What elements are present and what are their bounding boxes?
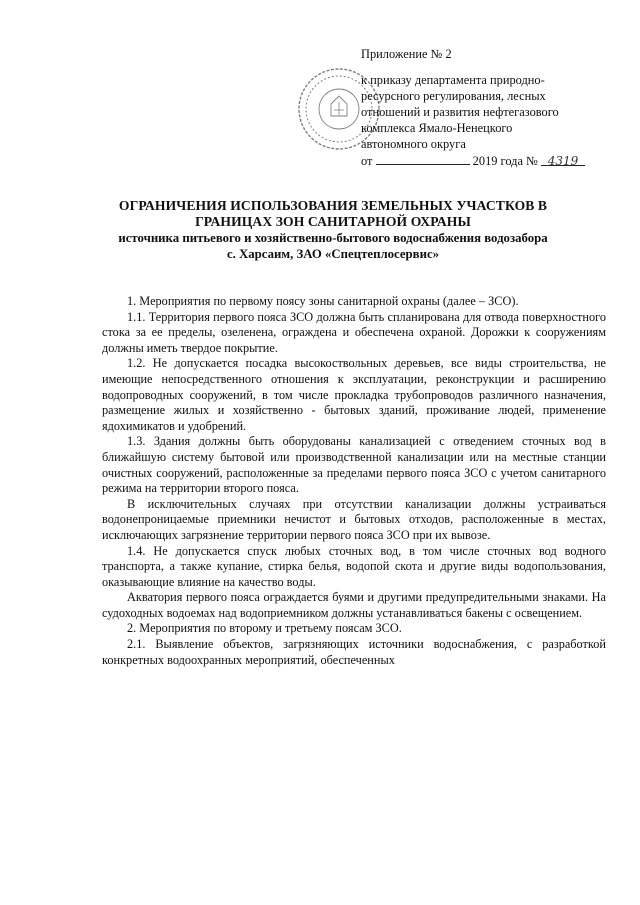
paragraph-water-area: Акватория первого пояса ограждается буями и другими предупредительными знаками. На судоходных водоемах над водоприемником должны устанавливаться бакены с освещением. <box>102 590 606 620</box>
paragraph-exceptional-cases: В исключительных случаях при отсутствии канализации должны устраиваться водонепроницаемые приемники нечистот и бытовых отходов, расположенные в местах, исключающих загрязнение территории первого пояса ЗСО при их вывозе. <box>102 496 606 542</box>
paragraph-1-3: 1.3. Здания должны быть оборудованы канализацией с отведением сточных вод в ближайшую систему бытовой или производственной канализации или на местные станции очистных сооружений, расположенные за пределами первого пояса ЗСО с учетом санитарного режима на территории второго пояса. <box>102 434 606 496</box>
paragraph-1-2: 1.2. Не допускается посадка высокоствольных деревьев, все виды строительства, не имеющие непосредственного отношения к эксплуатации, реконструкции и расширению водопроводных сооружений, в том числе прокладка трубопроводов различного назначения, размещение жилых и хозяйственно - бытовых зданий, проживание людей, применение ядохимикатов и удобрений. <box>102 356 606 433</box>
paragraph-1-1: 1.1. Территория первого пояса ЗСО должна быть спланирована для отвода поверхностного стока за ее пределы, озеленена, ограждена и обеспечена охраной. Дорожки к сооружениям должны иметь твердое покрытие. <box>102 309 606 355</box>
subtitle-line-2: с. Харсаим, ЗАО «Спецтеплосервис» <box>226 247 440 261</box>
date-year: 2019 года № <box>472 154 538 168</box>
appendix-line: к приказу департамента природно- <box>361 73 545 87</box>
appendix-line: автономного округа <box>361 137 466 151</box>
paragraph-section-2: 2. Мероприятия по второму и третьему поясам ЗСО. <box>127 621 402 636</box>
handwritten-order-number: 4319 <box>547 154 579 168</box>
appendix-number: Приложение № 2 <box>361 47 452 61</box>
paragraph-section-1: 1. Мероприятия по первому поясу зоны санитарной охраны (далее – ЗСО). <box>127 294 519 308</box>
order-number-field <box>541 153 585 166</box>
appendix-line: отношений и развития нефтегазового <box>361 105 559 119</box>
paragraph-1-4: 1.4. Не допускается спуск любых сточных вод, в том числе сточных вод водного транспорта, а также купание, стирка белья, водопой скота и другие виды водопользования, оказывающие влияние на качество воды. <box>102 543 606 589</box>
title-line-2: ГРАНИЦАХ ЗОН САНИТАРНОЙ ОХРАНЫ <box>195 214 471 229</box>
appendix-line: комплекса Ямало-Ненецкого <box>361 121 513 135</box>
order-date-line <box>361 152 611 169</box>
document-title <box>60 198 606 262</box>
appendix-header <box>361 46 611 169</box>
document-body <box>102 294 606 668</box>
subtitle-line-1: источника питьевого и хозяйственно-бытового водоснабжения водозабора <box>118 231 548 245</box>
paragraph-2-1: 2.1. Выявление объектов, загрязняющих источники водоснабжения, с разработкой конкретных водоохранных мероприятий, обеспеченных <box>102 637 606 667</box>
appendix-line: ресурсного регулирования, лесных <box>361 89 546 103</box>
handwritten-date-field <box>376 152 470 165</box>
date-prefix: от <box>361 154 373 168</box>
title-line-1: ОГРАНИЧЕНИЯ ИСПОЛЬЗОВАНИЯ ЗЕМЕЛЬНЫХ УЧАСТКОВ В <box>118 198 548 213</box>
